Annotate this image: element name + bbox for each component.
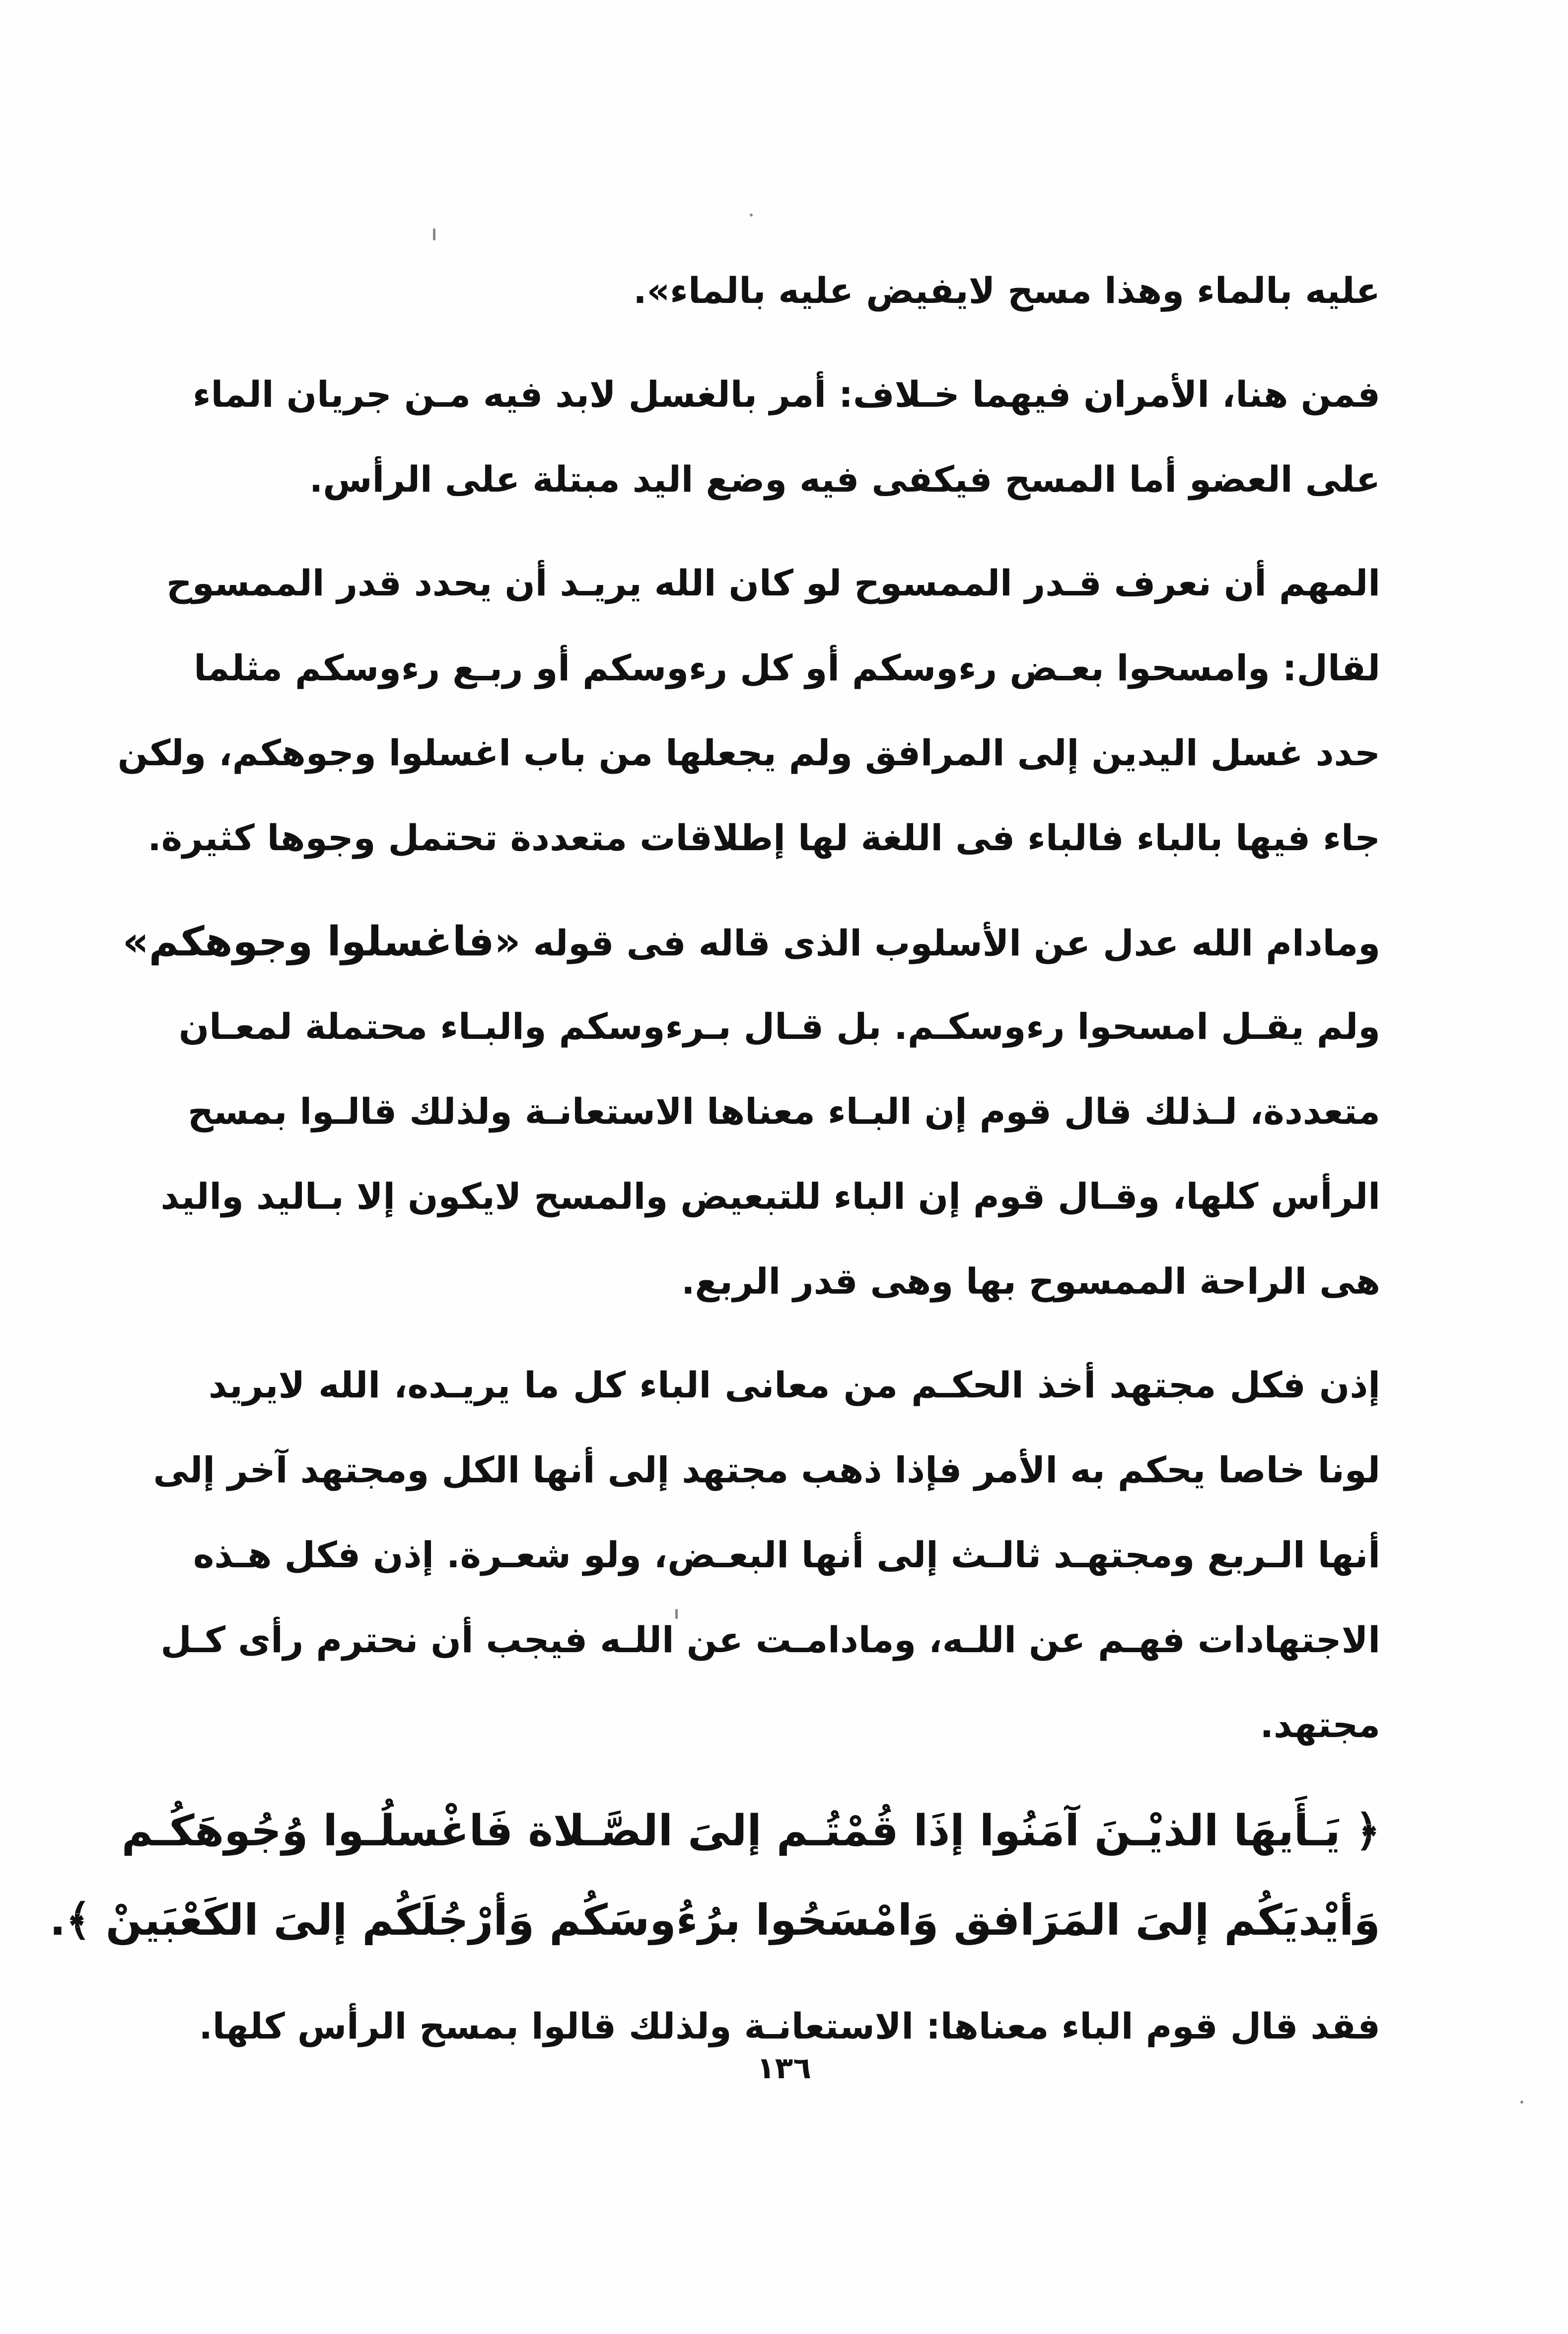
- paragraph-4: [122, 899, 1380, 1324]
- text-line: المهم أن نعرف قـدر الممسوح لو كان الله يريـد أن يحدد قدر الممسوح: [166, 562, 1380, 604]
- text-line: الرأس كلها، وقـال قوم إن الباء للتبعيض والمسح لايكون إلا بـاليد واليد: [160, 1175, 1380, 1217]
- text-line: فمن هنا، الأمران فيهما خـلاف: أمر بالغسل لابد فيه مـن جريان الماء: [192, 373, 1380, 415]
- verse-line: ﴿ يَـأَيهَا الذيْـنَ آمَنُوا إذَا قُمْتُـم إلىَ الصَّـلاة فَاغْسلُـوا وُجُوهَكُـم: [121, 1806, 1380, 1856]
- text-line: فقد قال قوم الباء معناها: الاستعانـة ولذلك قالوا بمسح الرأس كلها.: [199, 2005, 1380, 2047]
- paragraph-2: [192, 352, 1380, 522]
- paragraph-1: [209, 248, 1380, 333]
- text-line: [122, 899, 1380, 984]
- text-line: على العضو أما المسح فيكفى فيه وضع اليد مبتلة على الرأس.: [309, 458, 1380, 500]
- text-line: متعددة، لـذلك قال قوم إن البـاء معناها الاستعانـة ولذلك قالـوا بمسح: [187, 1091, 1380, 1132]
- text-line: ولم يقـل امسحوا رءوسكـم. بل قـال بـرءوسكم والبـاء محتملة لمعـان: [178, 1006, 1380, 1047]
- paragraph-3: [117, 541, 1380, 880]
- text-line: جاء فيها بالباء فالباء فى اللغة لها إطلاقات متعددة تحتمل وجوها كثيرة.: [147, 817, 1380, 859]
- text-line: الاجتهادات فهـم عن اللـه، ومادامـت عن اللـه فيجب أن نحترم رأى كـل: [160, 1619, 1380, 1661]
- body-text: [49, 248, 1380, 2069]
- text-line: حدد غسل اليدين إلى المرافق ولم يجعلها من باب اغسلوا وجوهكم، ولكن: [117, 732, 1380, 774]
- text-line: إذن فكل مجتهد أخذ الحكـم من معانى الباء كل ما يريـده، الله لايريد: [209, 1364, 1380, 1406]
- verse-line: وَأيْديَكُم إلىَ المَرَافق وَامْسَحُوا برُءُوسَكُم وَأرْجُلَكُم إلىَ الكَعْبَينْ ﴾.: [49, 1896, 1380, 1945]
- text-line: لقال: وامسحوا بعـض رءوسكم أو كل رءوسكم أو ربـع رءوسكم مثلما: [194, 647, 1380, 689]
- scan-speck: [750, 214, 753, 217]
- page-number: ١٣٦: [757, 2051, 811, 2086]
- scan-speck: [1520, 2101, 1523, 2104]
- text-line: لونا خاصا يحكم به الأمر فإذا ذهب مجتهد إلى أنها الكل ومجتهد آخر إلى: [153, 1449, 1380, 1491]
- scan-speck: [433, 228, 435, 240]
- text-line: مجتهد.: [1260, 1704, 1380, 1746]
- paragraph-5: [153, 1343, 1380, 1767]
- quoted-phrase: «فاغسلوا وجوهكم»: [122, 918, 521, 965]
- text-run: ومادام الله عدل عن الأسلوب الذى قاله فى قوله: [520, 922, 1380, 964]
- text-line: أنها الـربع ومجتهـد ثالـث إلى أنها البعـض، ولو شعـرة. إذن فكل هـذه: [193, 1534, 1380, 1576]
- quran-verse: [49, 1786, 1380, 1965]
- text-line: هى الراحة الممسوح بها وهى قدر الربع.: [681, 1260, 1380, 1302]
- text-line: عليه بالماء وهذا مسح لايفيض عليه بالماء».: [633, 270, 1380, 311]
